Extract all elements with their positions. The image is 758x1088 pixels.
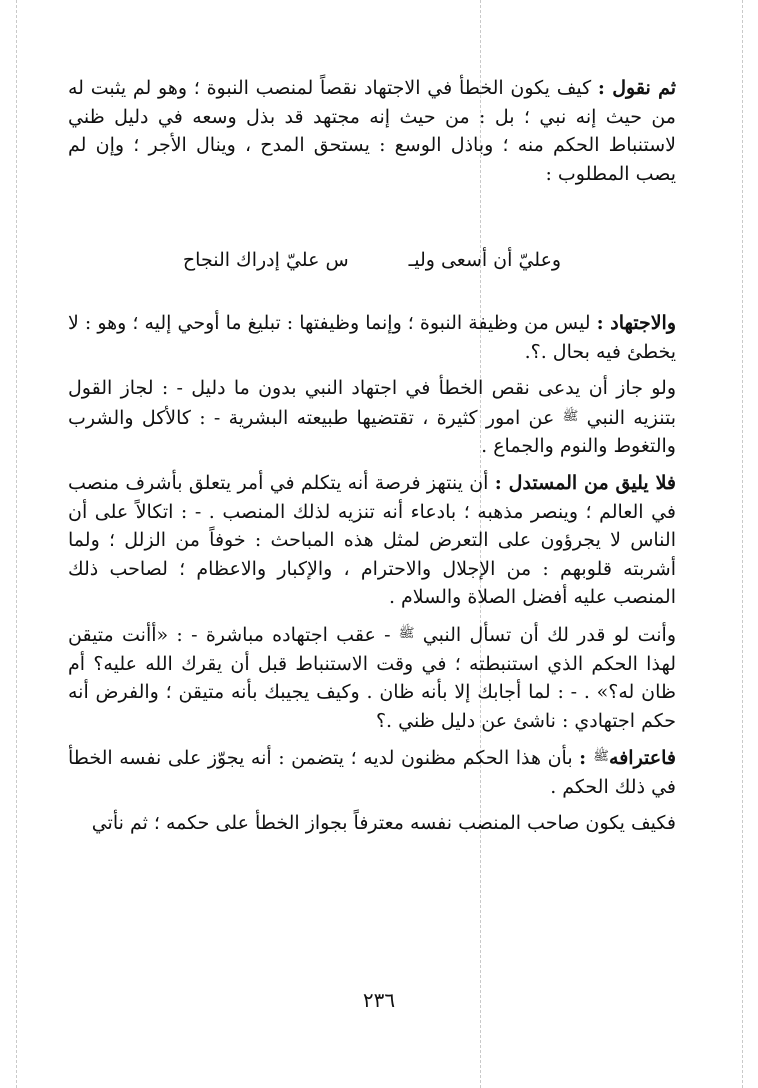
paragraph-3: [68, 374, 676, 461]
page-fold-line-right: [742, 0, 743, 1088]
paragraph-4: [68, 469, 676, 612]
paragraph-5-text-a: وأنت لو قدر لك أن تسأل النبي: [414, 623, 676, 646]
salutation-symbol: ﷺ: [398, 625, 415, 641]
page-number: ٢٣٦: [362, 988, 396, 1012]
paragraph-6-lead: فاعترافه: [609, 747, 676, 770]
paragraph-6: [68, 743, 676, 801]
paragraph-3-text-b: عن امور كثيرة ، تقتضيها طبيعته البشرية - : كالأكل والشرب والتغوط والنوم والجماع .: [68, 406, 676, 458]
verse-hemistich-2: س عليّ إدراك النجاح: [182, 249, 349, 272]
paragraph-6-lead-colon: :: [579, 747, 594, 770]
paragraph-1: [68, 74, 676, 188]
paragraph-2-lead: والاجتهاد :: [596, 311, 677, 334]
paragraph-2-text: ليس من وظيفة النبوة ؛ وإنما وظيفتها : تبليغ ما أوحي إليه ؛ وهو : لا يخطئ فيه بحال .؟.: [68, 311, 676, 363]
paragraph-1-text: كيف يكون الخطأ في الاجتهاد نقصاً لمنصب النبوة ؛ وهو لم يثبت له من حيث إنه نبي ؛ بل : من حيث إنه مجتهد قد بذل وسعه في دليل ظني لاستنباط الحكم منه ؛ وباذل الوسع : يستحق المدح ، وينال الأجر ؛ وإن لم يصب المطلوب :: [68, 77, 676, 185]
paragraph-7-text: فكيف يكون صاحب المنصب نفسه معترفاً بجواز الخطأ على حكمه ؛ ثم نأتي: [91, 812, 676, 835]
paragraph-1-lead: ثم نقول :: [597, 77, 676, 99]
salutation-symbol: ﷺ: [562, 408, 579, 424]
verse-hemistich-1: وعليّ أن أسعى وليـ: [408, 249, 562, 272]
poetry-verse: [68, 246, 676, 275]
page-fold-line-left: [16, 0, 17, 1088]
paragraph-4-text: أن ينتهز فرصة أنه يتكلم في أمر يتعلق بأشرف منصب في العالم ؛ وينصر مذهبه ؛ بادعاء أنه تنزيه لذلك المنصب . - : اتكالاً على أن الناس لا يجرؤون على التعرض لمثل هذه المباحث : خوفاً من الزلل ؛ ولما أشربته قلوبهم : من الإجلال والاحترام ، والإكبار والاعظام ؛ لصاحب ذلك المنصب عليه أفضل الصلاة والسلام .: [68, 471, 676, 609]
paragraph-7: [68, 809, 676, 838]
page-body: [68, 74, 676, 846]
paragraph-4-lead: فلا يليق من المستدل :: [494, 471, 677, 494]
paragraph-6-text: بأن هذا الحكم مظنون لديه ؛ يتضمن : أنه يجوّز على نفسه الخطأ في ذلك الحكم .: [68, 747, 676, 798]
paragraph-5-text-b: - عقب اجتهاده مباشرة - : «أأنت متيقن لهذا الحكم الذي استنبطته ؛ في وقت الاستنباط قبل أن يقرك الله عليه؟ أم ظان له؟» . - : لما أجابك إلا بأنه ظان . وكيف يجيبك بأنه متيقن ؛ والفرض أنه حكم اجتهادي : ناشئ عن دليل ظني .؟: [68, 623, 676, 732]
paragraph-5: [68, 620, 676, 735]
salutation-symbol: ﷺ: [593, 749, 610, 765]
paragraph-3-text-a: ولو جاز أن يدعى نقص الخطأ في اجتهاد النبي بدون ما دليل - : لجاز القول بتنزيه النبي: [68, 377, 676, 429]
paragraph-2: [68, 309, 676, 366]
